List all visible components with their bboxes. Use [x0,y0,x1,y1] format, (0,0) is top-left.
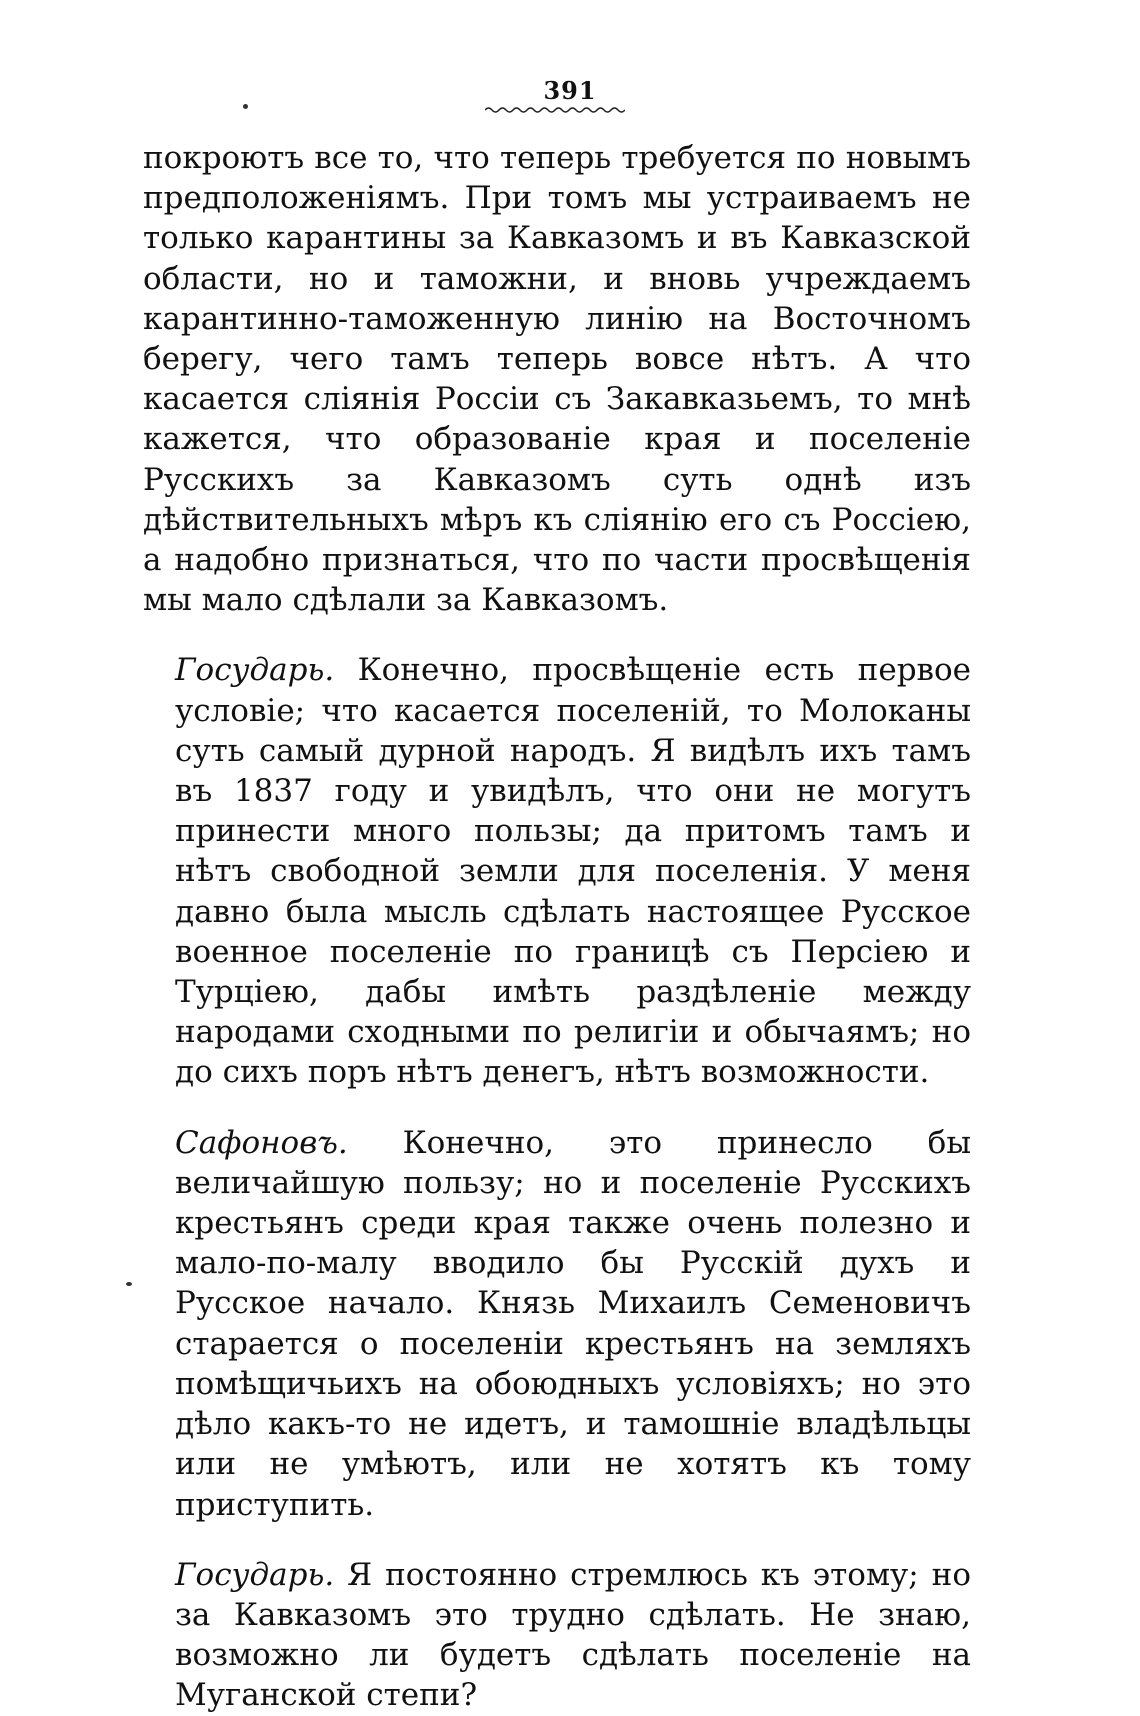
paragraph-gap [143,620,971,650]
body-text [143,138,971,1716]
paragraph-gap [143,1093,971,1123]
ink-speck [126,1282,132,1286]
paragraph-gap [143,1525,971,1555]
paragraph-text: Конечно, это принесло бы величайшую пользу; но и поселеніе Русскихъ крестьянъ среди края также очень полезно и мало-по-малу вводило бы Русскій духъ и Русское начало. Князь Михаилъ Семеновичъ старается о поселеніи крестьянъ на земляхъ помѣщичьихъ на обоюдныхъ условіяхъ; но это дѣло какъ-то не идетъ, и тамошніе владѣльцы или не умѣютъ, или не хотятъ къ тому приступить. [175,1124,971,1523]
paragraph-text: Конечно, просвѣщеніе есть первое условіе; что касается поселеній, то Молоканы суть самый дурной народъ. Я видѣлъ ихъ тамъ въ 1837 году и увидѣлъ, что они не могутъ принести много пользы; да притомъ тамъ и нѣтъ свободной земли для поселенія. У меня давно была мысль сдѣлать настоящее Русское военное поселеніе по границѣ съ Персіею и Турціею, дабы имѣть раздѣленіе между народами сходными по религіи и обычаямъ; но до сихъ поръ нѣтъ денегъ, нѣтъ возможности. [175,652,971,1091]
paragraph-continuation [143,138,971,620]
paragraph-text: Я постоянно стремлюсь къ этому; но за Кавказомъ это трудно сдѣлать. Не знаю, возможно ли будетъ сдѣлать поселеніе на Муганской степи? [175,1556,971,1714]
speaker-name: Государь. [175,652,335,689]
ink-speck [243,104,248,109]
speaker-name: Государь. [175,1556,335,1593]
speaker-name: Сафоновъ. [175,1124,348,1161]
header-ornament-rule [485,106,625,114]
paragraph-text: покроютъ все то, что теперь требуется по новымъ предположеніямъ. При томъ мы устраиваемъ не только карантины за Кавказомъ и въ Кавказской области, но и таможни, и вновь учреждаемъ карантинно-таможенную линію на Восточномъ берегу, чего тамъ теперь вовсе нѣтъ. А что касается слiянiя Россiи съ Закавказьемъ, то мнѣ кажется, что образованіе края и поселеніе Русскихъ за Кавказомъ суть однѣ изъ дѣйствительныхъ мѣръ къ слiянiю его съ Россіею, а надобно признаться, что по части просвѣщенія мы мало сдѣлали за Кавказомъ. [143,140,971,619]
paragraph-speech [143,1123,971,1525]
page-header [0,78,1140,104]
page-number: 391 [543,76,597,105]
paragraph-speech [143,1555,971,1716]
paragraph-speech [143,650,971,1092]
